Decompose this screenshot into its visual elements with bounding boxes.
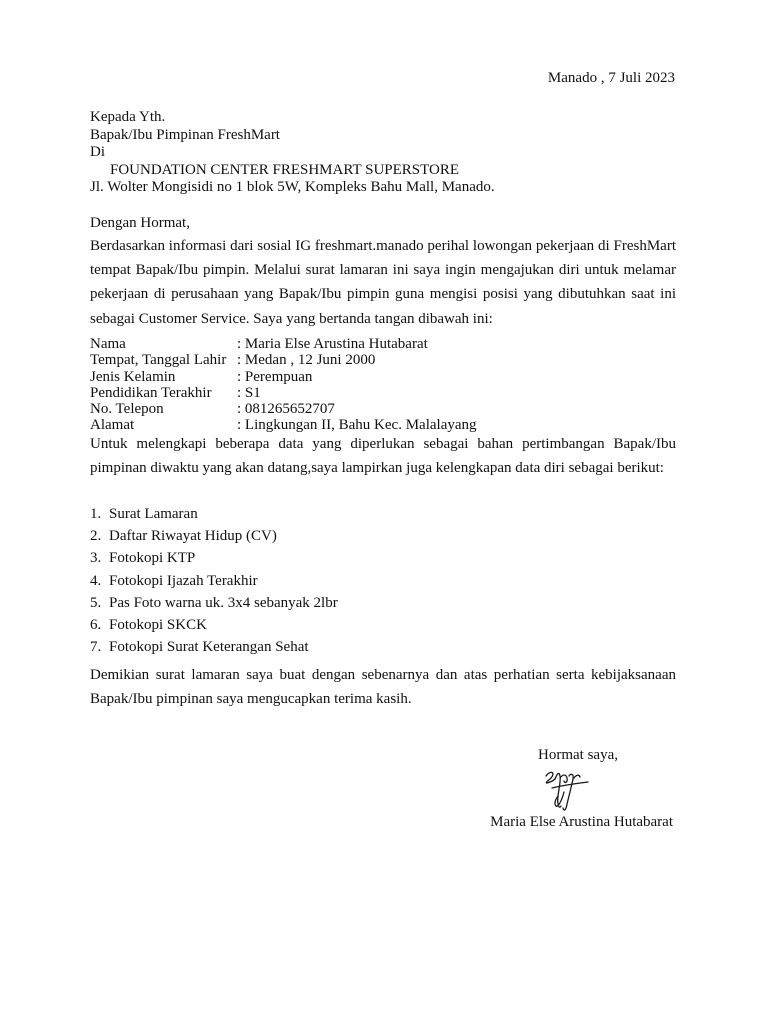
list-item <box>90 636 338 658</box>
recipient-title: Bapak/Ibu Pimpinan FreshMart <box>90 126 280 143</box>
recipient-address: Jl. Wolter Mongisidi no 1 blok 5W, Kompleks Bahu Mall, Manado. <box>90 179 495 195</box>
list-item-text: Fotokopi KTP <box>109 550 196 567</box>
list-item-text: Daftar Riwayat Hidup (CV) <box>109 528 277 545</box>
biodata-value: : 081265652707 <box>237 401 335 418</box>
attachments-list <box>90 503 338 658</box>
list-item-text: Fotokopi Ijazah Terakhir <box>109 572 258 589</box>
list-item <box>90 614 338 636</box>
list-item-number: 7. <box>90 639 102 656</box>
biodata-value: : Medan , 12 Juni 2000 <box>237 352 376 369</box>
biodata-row <box>90 401 477 417</box>
biodata-label: Tempat, Tanggal Lahir <box>90 352 227 369</box>
biodata-label: Jenis Kelamin <box>90 368 176 385</box>
letter-date: Manado , 7 Juli 2023 <box>547 70 675 86</box>
recipient-di: Di <box>90 144 105 160</box>
recipient-block <box>90 109 495 197</box>
list-item-text: Fotokopi Surat Keterangan Sehat <box>109 639 309 656</box>
list-item-text: Fotokopi SKCK <box>109 617 207 634</box>
list-item <box>90 592 338 614</box>
list-item <box>90 570 338 592</box>
biodata-row <box>90 369 477 385</box>
biodata-value: : S1 <box>237 384 261 401</box>
closing-salutation: Hormat saya, <box>538 747 618 763</box>
biodata-row <box>90 385 477 401</box>
list-item-number: 3. <box>90 550 102 567</box>
biodata-label: No. Telepon <box>90 401 164 418</box>
list-item <box>90 503 338 525</box>
list-item-text: Surat Lamaran <box>109 506 198 522</box>
biodata-row <box>90 352 477 368</box>
list-item <box>90 547 338 569</box>
list-item-number: 2. <box>90 528 102 545</box>
attachments-intro-paragraph: Untuk melengkapi beberapa data yang diperlukan sebagai bahan pertimbangan Bapak/Ibu pimpinan diwaktu yang akan datang,saya lampirkan juga kelengkapan data diri sebagai berikut: <box>90 436 676 477</box>
closing-paragraph: Demikian surat lamaran saya buat dengan sebenarnya dan atas perhatian serta kebijaksanaan Bapak/Ibu pimpinan saya mengucapkan terima kasih. <box>90 667 676 708</box>
biodata-value: : Maria Else Arustina Hutabarat <box>237 336 428 352</box>
handwritten-signature-icon <box>538 766 594 816</box>
list-item-text: Pas Foto warna uk. 3x4 sebanyak 2lbr <box>109 594 338 611</box>
list-item <box>90 525 338 547</box>
recipient-company: FOUNDATION CENTER FRESHMART SUPERSTORE <box>110 161 460 178</box>
list-item-number: 4. <box>90 572 102 589</box>
signer-name: Maria Else Arustina Hutabarat <box>490 814 673 830</box>
greeting: Dengan Hormat, <box>90 215 190 231</box>
list-item-number: 5. <box>90 594 102 611</box>
opening-paragraph: Berdasarkan informasi dari sosial IG freshmart.manado perihal lowongan pekerjaan di FreshMart tempat Bapak/Ibu pimpin. Melalui surat lamaran ini saya ingin mengajukan diri untuk melamar pekerjaan di perusahaan yang Bapak/Ibu pimpin guna mengisi posisi yang dibutuhkan saat ini sebagai Customer Service. Saya yang bertanda tangan dibawah ini: <box>90 238 676 327</box>
biodata-table <box>90 336 477 434</box>
biodata-row <box>90 336 477 352</box>
biodata-label: Nama <box>90 336 126 352</box>
biodata-label: Pendidikan Terakhir <box>90 384 212 401</box>
biodata-value: : Perempuan <box>237 368 313 385</box>
list-item-number: 6. <box>90 617 102 634</box>
biodata-value: : Lingkungan II, Bahu Kec. Malalayang <box>237 417 477 434</box>
list-item-number: 1. <box>90 506 102 522</box>
recipient-salutation: Kepada Yth. <box>90 109 166 125</box>
biodata-label: Alamat <box>90 417 135 434</box>
